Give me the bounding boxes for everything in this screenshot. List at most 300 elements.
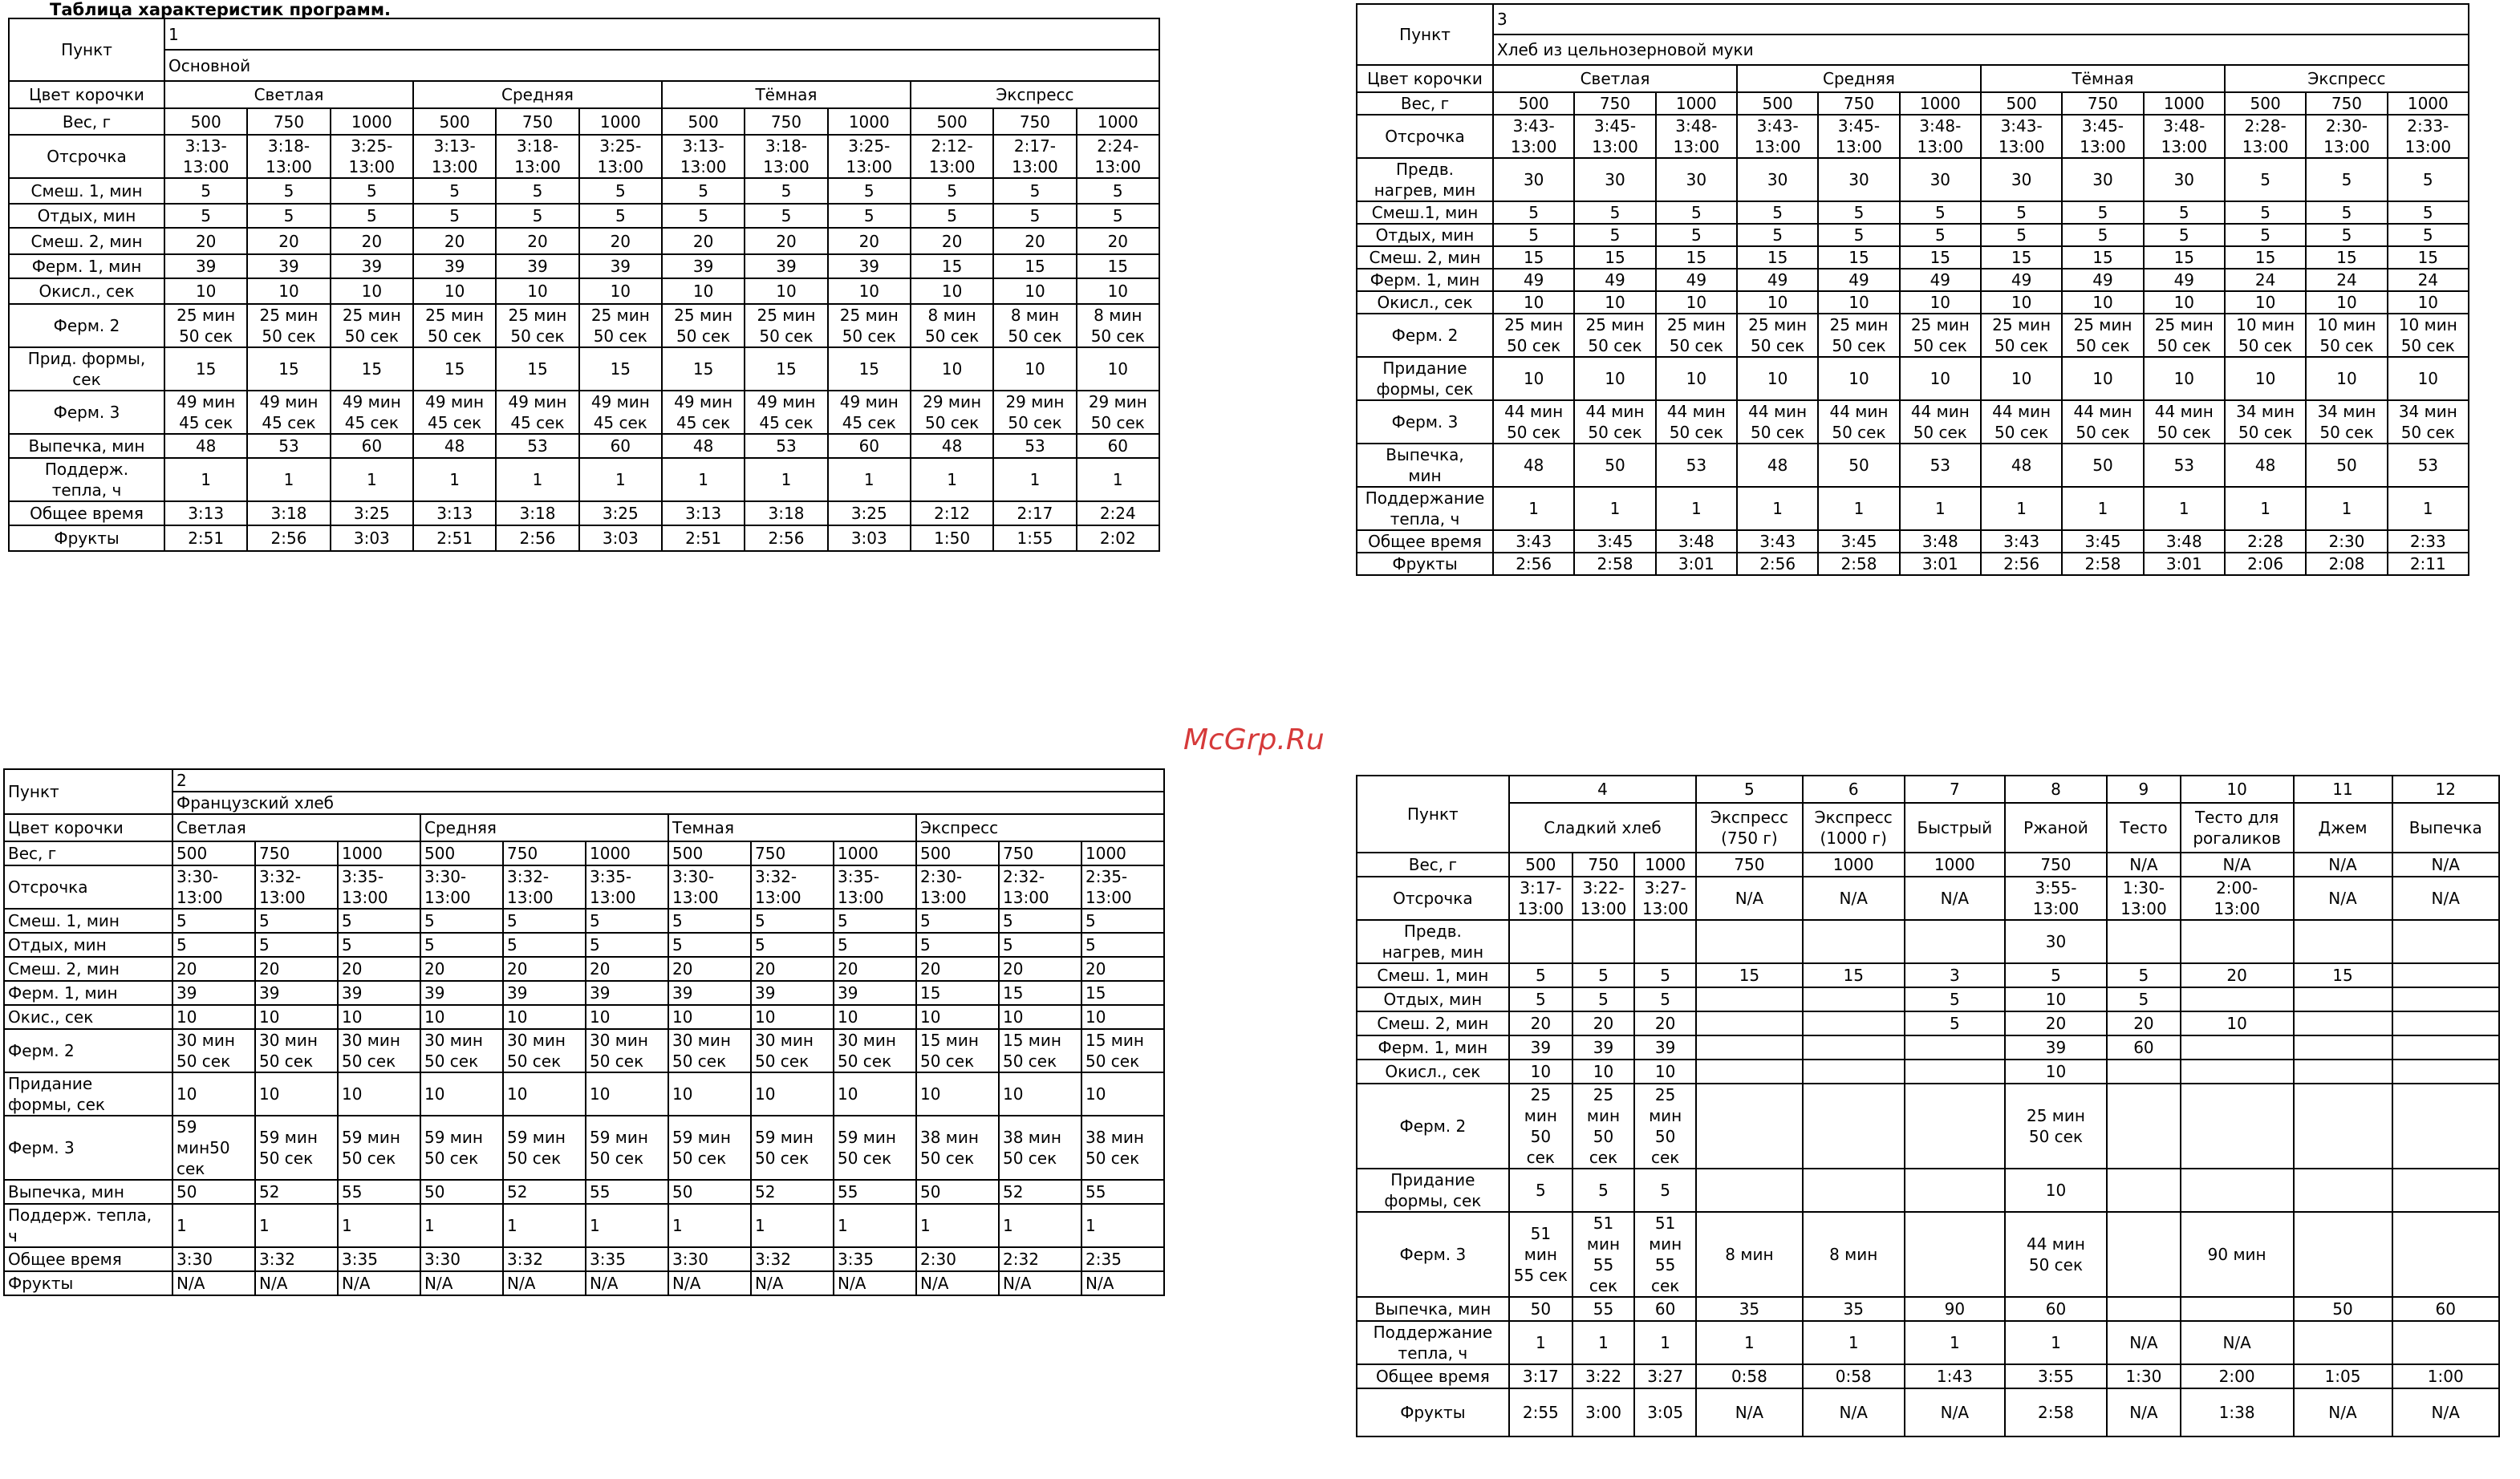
table-cell [1803,1011,1905,1035]
table-cell: 5 [255,933,338,957]
table-cell: 25 мин 50 сек [1574,314,1655,357]
table-cell: 3:55- 13:00 [2005,877,2107,920]
row-label: Вес, г [4,841,172,865]
table-cell: 20 [1572,1011,1634,1035]
table-cell: N/A [586,1271,668,1295]
table-cell: 39 [172,981,255,1005]
table-cell: 2:56 [745,525,827,551]
table-cell: 49 [2062,269,2143,291]
table-cell: 30 [2005,920,2107,963]
table-cell: 3:35 [338,1247,420,1271]
table-cell: 25 мин 50 сек [1900,314,1981,357]
table-cell: 750 [2005,853,2107,877]
table-cell: 30 [1574,158,1655,201]
table-cell: 750 [247,108,330,135]
table-cell: 10 [916,1005,999,1029]
row-label: Придание формы, сек [4,1072,172,1116]
table-cell: 2:17 [993,501,1076,525]
table-cell: 53 [2144,444,2225,487]
table-cell: 39 [164,254,247,278]
table-cell: 53 [1900,444,1981,487]
table-cell: 500 [172,841,255,865]
table-cell: 1 [2388,487,2469,530]
table-cell: 1 [1656,487,1737,530]
program-name: Сладкий хлеб [1509,803,1697,853]
program-number: 8 [2005,776,2107,803]
row-label: Ферм. 1, мин [9,254,164,278]
table-cell: 2:32 [999,1247,1081,1271]
table-cell: 1000 [2144,92,2225,115]
row-label: Отсрочка [1357,877,1509,920]
crust-color-group: Светлая [1493,65,1737,92]
table-row [9,278,1159,304]
program-name: Быстрый [1905,803,2005,853]
table-cell: 3:18- 13:00 [745,135,827,178]
table-cell: 49 [1818,269,1899,291]
table-cell [2392,1321,2500,1364]
table-cell: 34 мин 50 сек [2225,400,2306,444]
table-cell: 30 мин 50 сек [834,1029,916,1072]
table-cell: 10 [2306,357,2387,400]
table-cell: 5 [1572,963,1634,987]
table-cell: 2:30 [916,1247,999,1271]
crust-color-group: Средняя [420,814,668,841]
table-cell: 44 мин 50 сек [1656,400,1737,444]
table-cell: 24 [2306,269,2387,291]
table-cell: 15 [1656,246,1737,269]
table-cell: 3:25- 13:00 [579,135,662,178]
table-cell: 20 [420,957,503,981]
table-cell: 49 мин 45 сек [164,391,247,434]
table-cell: 59 мин 50 сек [255,1116,338,1180]
table-cell: 10 [2005,987,2107,1011]
table-cell: 25 мин 50 сек [828,304,911,347]
table-cell: 3:13 [164,501,247,525]
table-cell: 10 [1981,291,2062,314]
table-cell: 3:43- 13:00 [1981,115,2062,158]
table-cell: 53 [2388,444,2469,487]
table-cell: 20 [247,228,330,254]
table-cell: 15 [1818,246,1899,269]
table-cell: 10 [586,1005,668,1029]
row-label: Общее время [4,1247,172,1271]
table-cell: 1 [834,1204,916,1247]
table-cell: 10 [745,278,827,304]
table-cell: 10 [1981,357,2062,400]
table-cell: 10 [338,1005,420,1029]
table-cell: 30 [1900,158,1981,201]
table-row [1357,1035,2499,1060]
table-cell: 1000 [586,841,668,865]
table-cell: 1000 [338,841,420,865]
name-row [1357,34,2469,65]
table-cell: 1 [993,458,1076,501]
table-cell: 10 [2144,291,2225,314]
table-cell: 10 [579,278,662,304]
table-cell: 500 [1981,92,2062,115]
table-cell: 10 [586,1072,668,1116]
table-cell: 10 [1634,1060,1696,1084]
table-cell: 20 [1081,957,1164,981]
table-cell: 15 [2306,246,2387,269]
table-cell: 5 [2225,201,2306,224]
table-cell: 5 [1634,1169,1696,1212]
table-cell: 10 [1900,357,1981,400]
table-cell [2181,1169,2294,1212]
table-cell: 500 [164,108,247,135]
table-cell: 750 [745,108,827,135]
table-cell: 25 мин 50 сек [1818,314,1899,357]
table-cell: 5 [999,909,1081,933]
table-cell: 10 [668,1005,751,1029]
table-cell: 10 [338,1072,420,1116]
table-cell: 5 [1900,224,1981,246]
table-cell: 500 [2225,92,2306,115]
table-cell [2107,1060,2181,1084]
table-cell: 5 [1509,963,1572,987]
table-cell: 2:00 [2181,1364,2294,1388]
table-cell: 1:30- 13:00 [2107,877,2181,920]
table-cell: 30 мин 50 сек [586,1029,668,1072]
table-cell: 0:58 [1803,1364,1905,1388]
table-cell: 51 мин 55 сек [1572,1212,1634,1297]
table-cell: 10 [993,278,1076,304]
table-cell: 44 мин 50 сек [2062,400,2143,444]
crust-color-group: Светлая [164,81,413,108]
table-cell: 3:35- 13:00 [338,865,420,909]
row-label: Смеш. 1, мин [4,909,172,933]
table-cell [1905,1084,2005,1169]
table-cell: 15 [745,347,827,391]
table-row [1357,1011,2499,1035]
row-label: Отсрочка [9,135,164,178]
table-cell: 39 [586,981,668,1005]
table-cell: 1 [1077,458,1159,501]
table-cell [2181,1035,2294,1060]
program-table-4-12 [1356,775,2500,1437]
table-cell: 5 [2144,224,2225,246]
row-label: Поддерж. тепла, ч [9,458,164,501]
program-name: Хлеб из цельнозерновой муки [1493,34,2469,65]
table-cell: 29 мин 50 сек [911,391,993,434]
table-cell: 10 [2005,1060,2107,1084]
table-cell: 15 [579,347,662,391]
table-cell: 35 [1803,1297,1905,1321]
table-cell: 1000 [1656,92,1737,115]
table-cell: 44 мин 50 сек [1574,400,1655,444]
table-cell: 3 [1905,963,2005,987]
table-row [1357,987,2499,1011]
table-cell: 10 [172,1005,255,1029]
table-cell: 500 [668,841,751,865]
row-label: Ферм. 3 [9,391,164,434]
table-row [1357,357,2469,400]
table-cell: 5 [828,204,911,228]
table-cell: 5 [911,204,993,228]
table-cell: 10 [751,1005,834,1029]
table-cell: N/A [916,1271,999,1295]
table-cell: 3:18- 13:00 [247,135,330,178]
table-cell: 49 мин 45 сек [413,391,496,434]
table-cell: 5 [916,909,999,933]
table-cell: 5 [255,909,338,933]
table-row [4,1247,1164,1271]
table-cell: 3:35 [586,1247,668,1271]
table-row [1357,553,2469,575]
table-cell: 3:43 [1981,530,2062,553]
table-cell: 44 мин 50 сек [1900,400,1981,444]
table-cell: 25 мин 50 сек [1572,1084,1634,1169]
table-row [1357,1169,2499,1212]
table-cell: 2:30- 13:00 [916,865,999,909]
table-cell: N/A [1905,877,2005,920]
table-cell: 10 [2181,1011,2294,1035]
table-cell: 2:58 [2005,1388,2107,1436]
table-cell: 5 [496,178,578,204]
table-cell: 59 мин 50 сек [586,1116,668,1180]
table-cell: 10 [834,1005,916,1029]
table-cell: 10 [2144,357,2225,400]
table-cell: 20 [668,957,751,981]
row-label: Окисл., сек [1357,291,1493,314]
table-cell: 500 [911,108,993,135]
table-cell: 5 [331,204,413,228]
program-name: Экспресс (750 г) [1696,803,1802,853]
table-row [9,525,1159,551]
program-number: 1 [164,18,1159,50]
table-cell: 5 [496,204,578,228]
table-cell [1905,1035,2005,1060]
row-label: Ферм. 3 [1357,1212,1509,1297]
table-cell: 1 [2225,487,2306,530]
table-cell: 3:30- 13:00 [420,865,503,909]
table-cell: 10 [164,278,247,304]
table-row [1357,115,2469,158]
table-cell: N/A [1696,1388,1802,1436]
table-cell: 1000 [834,841,916,865]
table-cell: N/A [2392,853,2500,877]
table-cell: 5 [1900,201,1981,224]
table-cell: 3:25 [331,501,413,525]
table-cell: 20 [834,957,916,981]
row-label: Фрукты [1357,1388,1509,1436]
watermark: McGrp.Ru [1183,723,1325,756]
table-cell: 1000 [579,108,662,135]
table-cell: 2:35- 13:00 [1081,865,1164,909]
table-cell: 15 [662,347,745,391]
table-row [1357,963,2499,987]
row-label: Отсрочка [4,865,172,909]
table-cell: 39 [331,254,413,278]
table-cell: 10 [331,278,413,304]
row-label: Отсрочка [1357,115,1493,158]
table-cell: 3:22- 13:00 [1572,877,1634,920]
table-cell: 1:55 [993,525,1076,551]
table-cell: 48 [413,434,496,458]
table-cell: N/A [2181,1321,2294,1364]
row-label: Смеш. 2, мин [4,957,172,981]
table-cell: 3:35 [834,1247,916,1271]
table-cell: 3:32 [255,1247,338,1271]
crust-color-group: Экспресс [911,81,1159,108]
table-cell: 3:13- 13:00 [662,135,745,178]
table-cell: 5 [1818,224,1899,246]
table-row [4,981,1164,1005]
row-label: Ферм. 2 [1357,314,1493,357]
table-cell: 39 [828,254,911,278]
table-cell [2392,1084,2500,1169]
table-cell: 5 [2062,224,2143,246]
table-cell: 30 мин 50 сек [420,1029,503,1072]
table-cell [1696,1011,1802,1035]
table-cell: N/A [2294,877,2392,920]
table-cell: 30 мин 50 сек [338,1029,420,1072]
table-cell: 53 [993,434,1076,458]
table-cell: 750 [2306,92,2387,115]
table-cell: 5 [1656,201,1737,224]
table-cell: 8 мин 50 сек [993,304,1076,347]
table-cell: 10 [1077,347,1159,391]
table-cell: 1 [828,458,911,501]
table-cell: 59 мин 50 сек [834,1116,916,1180]
table-cell: 3:43- 13:00 [1737,115,1818,158]
table-cell: 48 [1493,444,1574,487]
row-label: Общее время [9,501,164,525]
table-cell: 1:05 [2294,1364,2392,1388]
row-label: Придание формы, сек [1357,357,1493,400]
program-number: 5 [1696,776,1802,803]
program-name: Джем [2294,803,2392,853]
table-cell: 38 мин 50 сек [999,1116,1081,1180]
table-cell [1803,1084,1905,1169]
table-cell: 10 [1900,291,1981,314]
row-label: Общее время [1357,1364,1509,1388]
table-cell: 44 мин 50 сек [1493,400,1574,444]
table-row [1357,530,2469,553]
table-cell: 49 мин 45 сек [247,391,330,434]
table-cell: 1 [1493,487,1574,530]
table-cell: 39 [496,254,578,278]
table-cell: 10 [2225,357,2306,400]
table-cell: 24 [2225,269,2306,291]
table-cell: 25 мин 50 сек [2005,1084,2107,1169]
table-cell: 3:30 [668,1247,751,1271]
table-cell: 1 [2005,1321,2107,1364]
row-label: Смеш.1, мин [1357,201,1493,224]
table-cell [2181,1060,2294,1084]
table-cell: 25 мин 50 сек [579,304,662,347]
table-row [9,254,1159,278]
table-cell: 15 [1900,246,1981,269]
table-cell [2107,1084,2181,1169]
table-cell: 10 [662,278,745,304]
program-number: 10 [2181,776,2294,803]
table-row [4,1204,1164,1247]
program-name: Экспресс (1000 г) [1803,803,1905,853]
table-cell [2294,1035,2392,1060]
table-cell: 2:30- 13:00 [2306,115,2387,158]
table-cell: N/A [999,1271,1081,1295]
table-cell: 48 [164,434,247,458]
table-row [1357,291,2469,314]
row-label: Выпечка, мин [9,434,164,458]
table-cell: 2:56 [1981,553,2062,575]
table-cell: 2:33- 13:00 [2388,115,2469,158]
table-cell: 3:30 [420,1247,503,1271]
table-cell: 20 [331,228,413,254]
table-cell: 48 [662,434,745,458]
row-label: Ферм. 3 [1357,400,1493,444]
table-cell: 50 [1818,444,1899,487]
table-cell: 48 [1737,444,1818,487]
table-cell: 24 [2388,269,2469,291]
table-cell: 20 [503,957,586,981]
table-cell: 10 [255,1072,338,1116]
table-cell: 49 мин 45 сек [662,391,745,434]
table-cell [2392,920,2500,963]
table-cell: 750 [1572,853,1634,877]
table-cell: 2:51 [164,525,247,551]
table-cell: 25 мин 50 сек [2062,314,2143,357]
table-cell: 30 мин 50 сек [255,1029,338,1072]
table-cell: 25 мин 50 сек [1981,314,2062,357]
program-number: 2 [172,769,1164,792]
table-cell: 3:45 [2062,530,2143,553]
table-row [9,501,1159,525]
row-label: Ферм. 2 [1357,1084,1509,1169]
table-cell: N/A [2392,1388,2500,1436]
table-cell [2294,1011,2392,1035]
table-cell [1905,1212,2005,1297]
table-cell: 10 [1818,357,1899,400]
table-cell: 1 [1981,487,2062,530]
table-row [4,841,1164,865]
table-cell: 500 [413,108,496,135]
row-label: Вес, г [1357,92,1493,115]
table-cell: 3:30 [172,1247,255,1271]
table-cell: 10 [2306,291,2387,314]
table-cell [2107,1297,2181,1321]
table-cell: 1 [2306,487,2387,530]
table-cell: N/A [2294,1388,2392,1436]
table-cell: 59 мин 50 сек [338,1116,420,1180]
program-number: 6 [1803,776,1905,803]
table-cell: 1 [999,1204,1081,1247]
table-cell: 90 мин [2181,1212,2294,1297]
table-cell [2181,1084,2294,1169]
table-cell: 5 [2144,201,2225,224]
table-cell: N/A [751,1271,834,1295]
table-cell: 60 [1077,434,1159,458]
table-cell: 10 [1493,291,1574,314]
row-label: Смеш. 2, мин [1357,246,1493,269]
table-row [1357,877,2499,920]
program-table-1 [8,18,1160,552]
program-name: Тесто [2107,803,2181,853]
table-cell: 52 [751,1180,834,1204]
table-cell: 1000 [1905,853,2005,877]
table-cell: 10 [1737,291,1818,314]
table-cell: 3:25- 13:00 [331,135,413,178]
crust-color-group: Темная [668,814,916,841]
table-cell: 55 [338,1180,420,1204]
table-cell: 60 [2392,1297,2500,1321]
table-cell: 20 [2005,1011,2107,1035]
table-cell: 15 [164,347,247,391]
table-cell: 750 [1818,92,1899,115]
table-cell: 20 [164,228,247,254]
table-cell [1696,920,1802,963]
